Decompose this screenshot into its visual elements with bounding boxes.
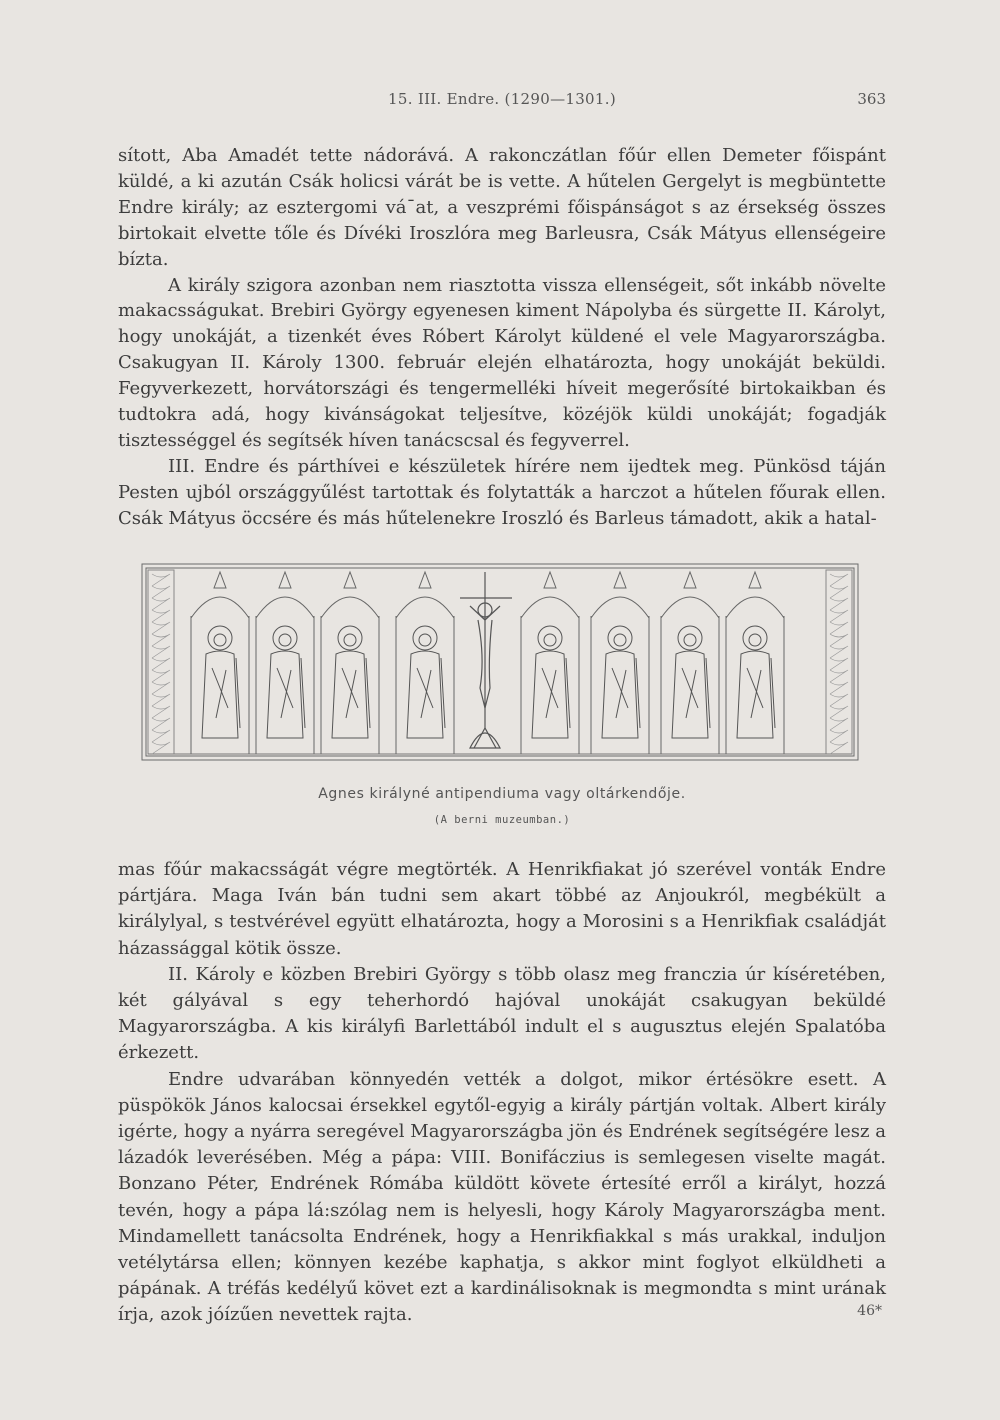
running-title: 15. III. Endre. (1290—1301.) — [388, 90, 616, 108]
saint-figure — [332, 626, 370, 738]
antependium-illustration — [140, 558, 862, 768]
saint-figure — [737, 626, 775, 738]
paragraph: III. Endre és párthívei e készületek hírére nem ijedtek meg. Pünkösd táján Pesten ujból országgyűlést tartottak és folytatták a harczot a hűtelen főurak ellen. Csák Mátyus öccsére és más hűtelenekre Iroszló és Barleus támadott, akik a hatal- — [118, 455, 886, 529]
antependium-drawing — [140, 558, 862, 768]
saint-figure — [407, 626, 445, 738]
page-number: 363 — [857, 90, 886, 108]
saint-figure — [267, 626, 305, 738]
page-header — [118, 90, 886, 114]
crucifixion-scene — [460, 572, 512, 748]
paragraph: Endre udvarában könnyedén vették a dolgot, mikor értésökre esett. A püspökök János kalocsai érsekkel egytől-egyig a király pártján voltak. Albert király igérte, hogy a nyárra seregével Magyarországba jön és Endrének segítségére lesz a lázadók leverésében. Még a pápa: VIII. Bonifáczius is semlegesen viselte magát. Bonzano Péter, Endrének Rómába küldött követe értesíté erről a királyt, hozzá tevén, hogy a pápa lá:szólag nem is helyesli, hogy Károly Magyarországba ment. Mindamellett tanácsolta Endrének, hogy a Henrikfiakkal s más urakkal, induljon vetélytársa ellen; könnyen kezébe kaphatja, s akkor mint foglyot elküldheti a pápának. A tréfás kedélyű követ ezt a kardinálisoknak is megmondta s mint urának írja, azok jóízűen nevettek rajta. — [118, 1068, 886, 1326]
saint-figure — [672, 626, 710, 738]
text-block-bottom — [118, 857, 886, 1329]
signature-mark: 46* — [857, 1303, 882, 1319]
text-block-top — [118, 143, 886, 532]
figure-subcaption: (A berni muzeumban.) — [433, 814, 571, 826]
paragraph: mas főúr makacsságát végre megtörték. A Henrikfiakat jó szerével vonták Endre pártjára. Maga Iván bán tudni sem akart többé az Anjoukról, megbékült a királylyal, s testvérével együtt elhatározta, hogy a Morosini s a Henrikfiak családját házassággal kötik össze. — [118, 859, 886, 959]
paragraph: A király szigora azonban nem riasztotta vissza ellenségeit, sőt inkább növelte makacsságukat. Brebiri György egyenesen kiment Nápolyba és sürgette II. Károlyt, hogy unokáját, a tizenkét éves Róbert Károlyt küldené el vele Magyarországba. Csakugyan II. Károly 1300. február elején elhatározta, hogy unokáját beküldi. Fegyverkezett, horvátországi és tengermelléki híveit megerősíté birtokaikban és tudtokra adá, hogy kivánságokat teljesítve, közéjök küldi unokáját; fogadják tisztességgel és segítsék híven tanácscsal és fegyverrel. — [118, 274, 886, 451]
figure-caption: Agnes királyné antipendiuma vagy oltárkendője. — [318, 786, 686, 802]
paragraph: sított, Aba Amadét tette nádorává. A rakonczátlan főúr ellen Demeter főispánt küldé, a ki azután Csák holicsi várát be is vette. A hűtelen Gergelyt is megbüntette Endre király; az esztergomi vá¯at, a veszprémi főispánságot s az érsekség összes birtokait elvette tőle és Dívéki Iroszlóra meg Barleusra, Csák Mátyus ellenségeire bízta. — [118, 145, 886, 270]
saint-figure — [532, 626, 570, 738]
saint-figure — [602, 626, 640, 738]
paragraph: II. Károly e közben Brebiri György s több olasz meg franczia úr kíséretében, két gályával s egy teherhordó hajóval unokáját csakugyan beküldé Magyarországba. A kis királyfi Barlettából indult el s augusztus elején Spalatóba érkezett. — [118, 963, 886, 1064]
saint-figure — [202, 626, 240, 738]
